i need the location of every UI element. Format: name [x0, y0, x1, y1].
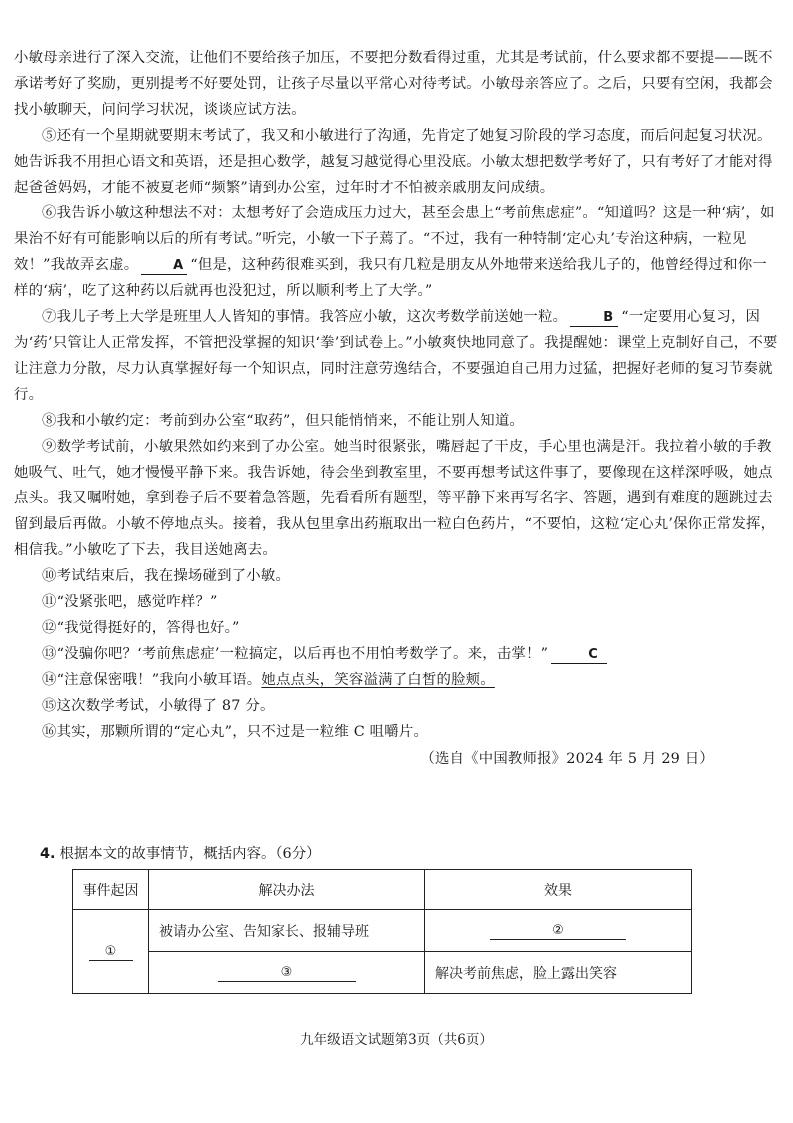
effect-cell-1: [425, 910, 692, 952]
header-method: 解决办法: [149, 870, 425, 910]
paragraph-12: ⑫“我觉得挺好的，答得也好。”: [42, 619, 240, 636]
answer-blank-2[interactable]: ②: [490, 923, 626, 940]
cause-cell: [73, 910, 149, 994]
header-effect: 效果: [425, 870, 692, 910]
paragraph-7: [14, 305, 780, 409]
blank-c: C: [551, 647, 607, 664]
question-4: [40, 842, 740, 866]
underlined-sentence: 她点点头，笑容溢满了白皙的脸颊。: [261, 671, 495, 688]
answer-blank-3[interactable]: ③: [218, 965, 356, 982]
paragraph-9: ⑨数学考试前，小敏果然如约来到了办公室。她当时很紧张，嘴唇起了干皮，手心里也满是汗。我拉着小敏的手教她吸气、吐气，她才慢慢平静下来。我告诉她，待会坐到教室里，不要再想考试这件事了，要像现在这样深呼吸，她点点头。我又嘱咐她，拿到卷子后不要着急答题，先看看所有题型，等平静下来再写名字、答题，遇到有难度的题跳过去留到最后再做。小敏不停地点头。接着，我从包里拿出药瓶取出一粒白色药片，“不要怕，这粒‘定心丸’保你正常发挥，相信我。”小敏吃了下去，我目送她离去。: [14, 438, 776, 559]
paragraph-continuation: 小敏母亲进行了深入交流，让他们不要给孩子加压，不要把分数看得过重，尤其是考试前，什么要求都不要提——既不承诺考好了奖励，更别提考不好要处罚，让孩子尽量以平常心对待考试。小敏母亲答应了。之后，只要有空闲，我都会找小敏聊天，问问学习状况，谈谈应试方法。: [14, 50, 773, 118]
paragraph-6-part-1: ⑥我告诉小敏这种想法不对：太想考好了会造成压力过大，甚至会患上“考前焦虑症”。“知道吗？这是一种‘病’，如果治不好有可能影响以后的所有考试。”听完，小敏一下子蔫了。“不过，我有一种特制‘定心丸’专治这种病，一粒见效！”我故弄玄虚。: [14, 205, 775, 274]
source-citation: （选自《中国教师报》2024 年 5 月 29 日）: [420, 751, 714, 768]
paragraph-14: [14, 668, 780, 694]
paragraph-5: ⑤还有一个星期就要期末考试了，我又和小敏进行了沟通，先肯定了她复习阶段的学习态度，而后问起复习状况。她告诉我不用担心语文和英语，还是担心数学，越复习越觉得心里没底。小敏太想把数学考好了，只有考好了才能对得起爸爸妈妈，才能不被夏老师“频繁”请到办公室，过年时才不怕被亲戚朋友问成绩。: [14, 127, 773, 196]
paragraph-15: ⑮这次数学考试，小敏得了 87 分。: [42, 697, 275, 714]
question-text: 根据本文的故事情节，概括内容。（6分）: [59, 846, 321, 862]
paragraph-7-part-2: “一定要用心复习，因为‘药’只管让人正常发挥，不管把没掌握的知识‘拳’到试卷上。”小敏爽快地同意了。我提醒她：课堂上克制好自己，不要让注意力分散，尽力认真掌握好每一个知识点，同时注意劳逸结合，不要强迫自己用力过猛，把握好老师的复习节奏就行。: [14, 309, 778, 403]
paragraph-7-part-1: ⑦我儿子考上大学是班里人人皆知的事情。我答应小敏，这次考数学前送她一粒。: [42, 309, 568, 326]
page-footer: 九年级语文试题第3页（共6页）: [300, 1032, 493, 1048]
paragraph-14-text: ⑭“注意保密哦！”我向小敏耳语。: [42, 671, 262, 688]
table-header-row: [73, 870, 692, 910]
paragraph-11: ⑪“没紧张吧，感觉咋样？”: [42, 594, 218, 611]
table-row: [73, 910, 692, 952]
reading-passage: [14, 46, 780, 773]
method-cell-1: 被请办公室、告知家长、报辅导班: [149, 910, 425, 952]
paragraph-8: ⑧我和小敏约定：考前到办公室“取药”，但只能悄悄来，不能让别人知道。: [42, 412, 525, 429]
paragraph-16: ⑯其实，那颗所谓的“定心丸”，只不过是一粒维 C 咀嚼片。: [42, 723, 429, 740]
answer-table: [72, 869, 692, 994]
paragraph-6: [14, 201, 780, 305]
question-number: 4.: [40, 846, 56, 862]
effect-cell-2: 解决考前焦虑，脸上露出笑容: [425, 952, 692, 994]
paragraph-13-text: ⑬“没骗你吧？‘考前焦虑症’一粒搞定，以后再也不用怕考数学了。来，击掌！”: [42, 645, 549, 662]
header-cause: 事件起因: [73, 870, 149, 910]
paragraph-13: [14, 642, 780, 668]
paragraph-10: ⑩考试结束后，我在操场碰到了小敏。: [42, 568, 291, 585]
blank-b: B: [570, 310, 618, 327]
method-cell-2: [149, 952, 425, 994]
blank-a: A: [141, 258, 187, 275]
table-row: [73, 952, 692, 994]
paragraph-6-part-2: “但是，这种药很难买到，我只有几粒是朋友从外地带来送给我儿子的，他曾经得过和你一样的‘病’，吃了这种药以后就再也没犯过，所以顺利考上了大学。”: [14, 257, 767, 300]
answer-blank-1[interactable]: ①: [89, 944, 133, 961]
